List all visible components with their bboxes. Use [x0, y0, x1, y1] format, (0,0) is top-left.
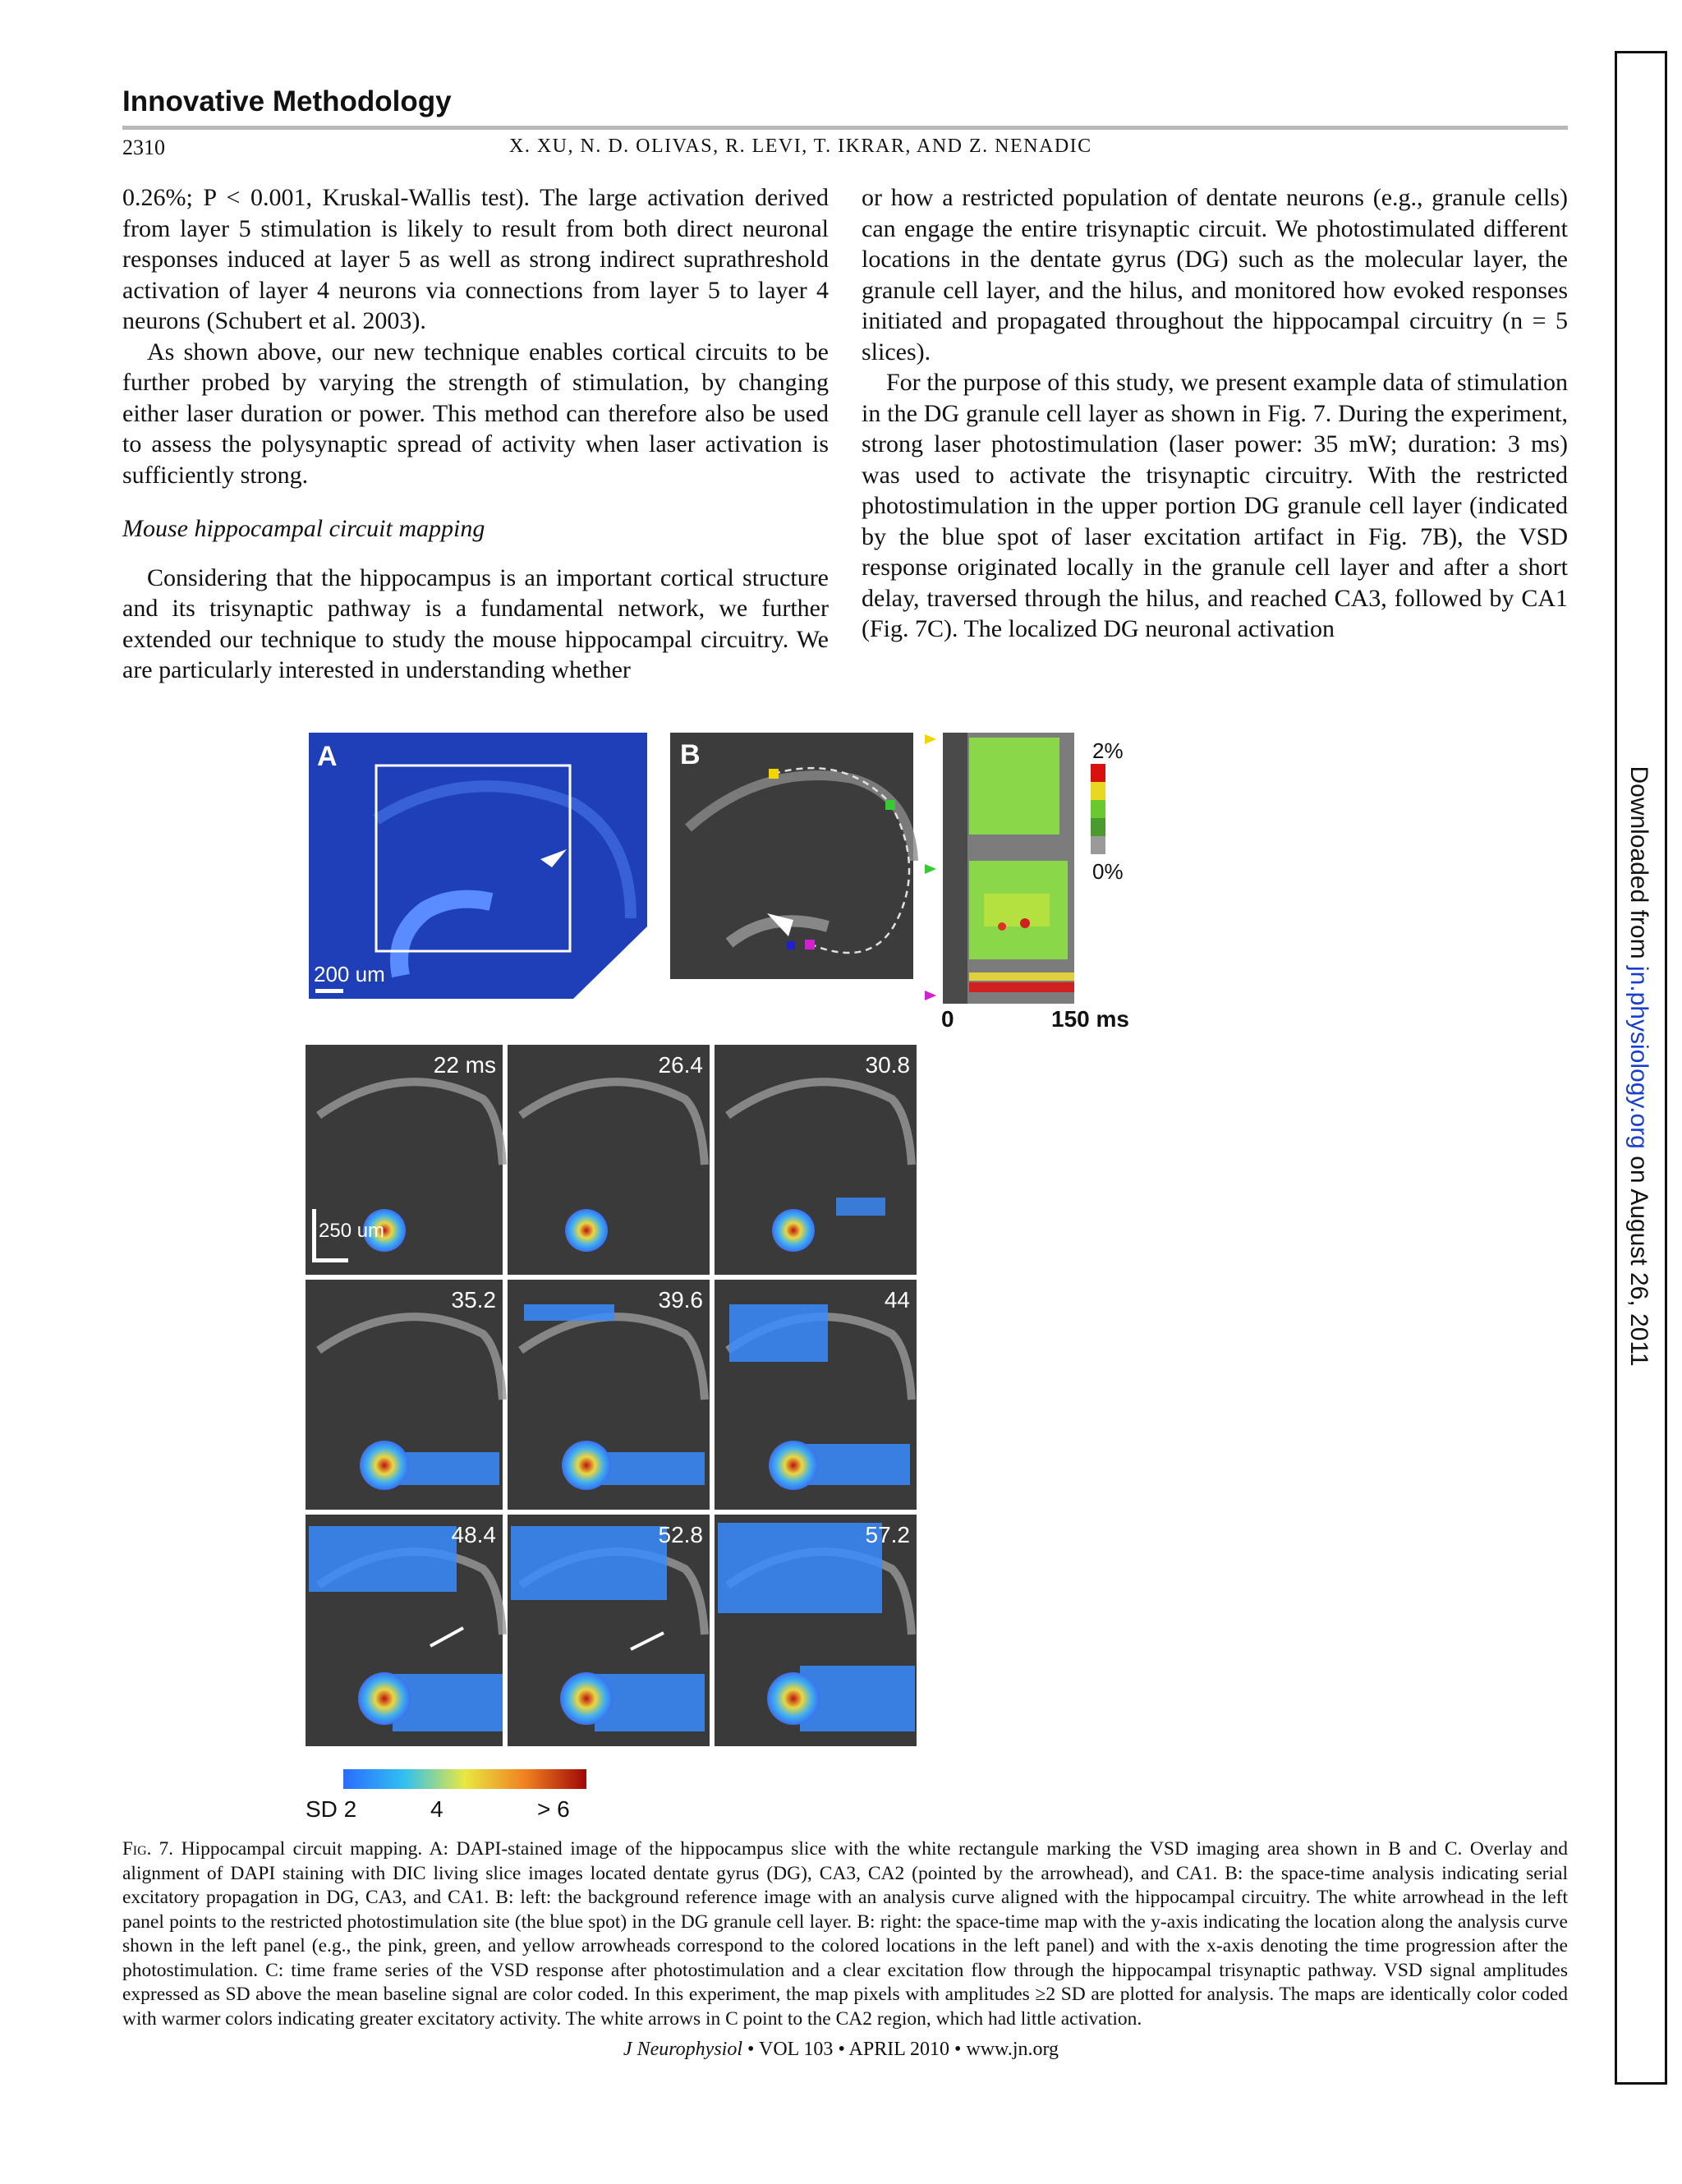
- volume: VOL 103: [759, 2039, 834, 2060]
- frame-time: 39.6: [658, 1287, 703, 1313]
- download-notice: Downloaded from jn.physiology.org on August 26, 2011: [1625, 766, 1652, 1367]
- panel-b-label: B: [680, 739, 701, 770]
- colorbar-label: 4: [430, 1796, 443, 1822]
- pink-marker: [805, 940, 815, 949]
- caption-text: Hippocampal circuit mapping. A: DAPI-stained image of the hippocampus slice with the white rectangule marking the VSD imaging area shown in B and C. Overlay and alignment of DAPI staining with DIC living slice images located dentate gyrus (DG), CA3, CA2 (pointed by the arrowhead), and CA1. B: the space-time analysis indicating serial excitatory propagation in DG, CA3, and CA1. B: left: the background reference image with an analysis curve aligned with the hippocampal circuitry. The white arrowhead in the left panel points to the restricted photostimulation site (the blue spot) in the DG granule cell layer. B: right: the space-time map with the y-axis indicating the location along the analysis curve shown in the left panel (e.g., the pink, green, and yellow arrowheads correspond to the colored locations in the left panel) and with the x-axis denoting the time progression after the photostimulation. C: time frame series of the VSD response after photostimulation and a clear excitation flow through the hippocampal trisynaptic pathway. VSD signal amplitudes expressed as SD above the mean baseline signal are color coded. In this experiment, the map pixels with amplitudes ≥2 SD are plotted for analysis. The maps are identically color coded with warmer colors indicating greater excitatory activity. The white arrows in C point to the CA2 region, which had little activation.: [122, 1838, 1568, 2030]
- section-heading: Innovative Methodology: [122, 85, 452, 117]
- frame-time: 52.8: [658, 1522, 703, 1547]
- frame-time: 35.2: [451, 1287, 496, 1313]
- figure-label: Fig. 7.: [122, 1838, 174, 1859]
- scale-bar-c-label: 250 um: [319, 1220, 385, 1242]
- frame-time: 57.2: [865, 1522, 910, 1547]
- yellow-marker: [769, 769, 779, 779]
- frame-7: [306, 1515, 503, 1746]
- frame-4: [306, 1280, 503, 1510]
- scale-bar-a: [315, 989, 343, 993]
- running-head-authors: X. XU, N. D. OLIVAS, R. LEVI, T. IKRAR, AND Z. NENADIC: [509, 136, 1092, 157]
- panel-a: [309, 733, 647, 999]
- sd-colorbar: [306, 1769, 586, 1822]
- colorbar-label: > 6: [537, 1796, 570, 1822]
- paragraph: 0.26%; P < 0.001, Kruskal-Wallis test). The large activation derived from layer 5 stimulation is likely to result from both direct neuronal responses induced at layer 5 as well as strong indirect suprathreshold activation of layer 4 neurons via connections from layer 5 to layer 4 neurons (Schubert et al. 2003).: [122, 184, 829, 334]
- header-rule: [122, 126, 1568, 130]
- frame-time: 48.4: [451, 1522, 496, 1547]
- figure-7: [302, 729, 1419, 1830]
- paragraph: or how a restricted population of dentate neurons (e.g., granule cells) can engage the entire trisynaptic circuit. We photostimulated different locations in the dentate gyrus (DG) such as the molecular layer, the granule cell layer, and the hilus, and monitored how evoked responses initiated and propagated throughout the hippocampal circuitry (n = 5 slices).: [862, 184, 1568, 366]
- left-column: [122, 182, 829, 686]
- green-arrowhead-icon: [925, 864, 936, 874]
- frame-time: 44: [884, 1287, 910, 1313]
- colorbar-b-bottom: 0%: [1092, 859, 1124, 884]
- journal-url[interactable]: www.jn.org: [966, 2039, 1059, 2060]
- pink-arrowhead-icon: [925, 991, 936, 1000]
- frame-1: [306, 1045, 503, 1275]
- right-column: [862, 182, 1568, 645]
- issue-date: APRIL 2010: [848, 2039, 949, 2060]
- subsection-heading: Mouse hippocampal circuit mapping: [122, 515, 485, 542]
- frame-time: 30.8: [865, 1052, 910, 1078]
- paragraph: As shown above, our new technique enables cortical circuits to be further probed by varying the strength of stimulation, by changing either laser duration or power. This method can therefore also be used to assess the polysynaptic spread of activity when laser activation is sufficiently strong.: [122, 338, 829, 489]
- frame-9: [715, 1515, 917, 1746]
- paragraph: Considering that the hippocampus is an important cortical structure and its trisynaptic pathway is a fundamental network, we further extended our technique to study the mouse hippocampal circuitry. We are particularly interested in understanding whether: [122, 563, 829, 683]
- frame-time: 22 ms: [433, 1052, 496, 1078]
- download-link[interactable]: jn.physiology.org: [1625, 965, 1652, 1149]
- blue-marker: [787, 941, 795, 949]
- frame-6: [715, 1280, 917, 1510]
- green-marker: [885, 800, 895, 810]
- panel-a-label: A: [317, 741, 338, 772]
- colorbar-b-top: 2%: [1092, 738, 1124, 763]
- frame-5: [508, 1280, 710, 1510]
- scale-bar-c: [312, 1209, 316, 1258]
- page-number: 2310: [122, 136, 165, 159]
- frame-2: [508, 1045, 710, 1275]
- frame-8: [508, 1515, 710, 1746]
- yellow-arrowhead-icon: [925, 734, 936, 744]
- colorbar-label: SD 2: [306, 1796, 357, 1822]
- panel-b-right: [925, 733, 1129, 1032]
- journal-name: J Neurophysiol: [623, 2039, 743, 2060]
- paragraph: For the purpose of this study, we present example data of stimulation in the DG granule cell layer as shown in Fig. 7. During the experiment, strong laser photostimulation (laser power: 35 mW; duration: 3 ms) was used to activate the trisynaptic circuitry. With the restricted photostimulation in the upper portion DG granule cell layer (indicated by the blue spot of laser excitation artifact in Fig. 7B), the VSD response originated locally in the granule cell layer and after a short delay, traversed through the hilus, and reached CA3, followed by CA1 (Fig. 7C). The localized DG neuronal activation: [862, 369, 1568, 642]
- panel-c-frames: [306, 1045, 917, 1746]
- scale-bar-a-label: 200 um: [314, 962, 385, 986]
- frame-3: [715, 1045, 917, 1275]
- page-footer: J Neurophysiol • VOL 103 • APRIL 2010 • www.jn.org: [623, 2039, 1059, 2060]
- time-axis-start: 0: [941, 1006, 954, 1032]
- frame-time: 26.4: [658, 1052, 703, 1078]
- figure-caption: [122, 1837, 1568, 2031]
- panel-b-left: [670, 733, 913, 979]
- time-axis-end: 150 ms: [1051, 1006, 1129, 1032]
